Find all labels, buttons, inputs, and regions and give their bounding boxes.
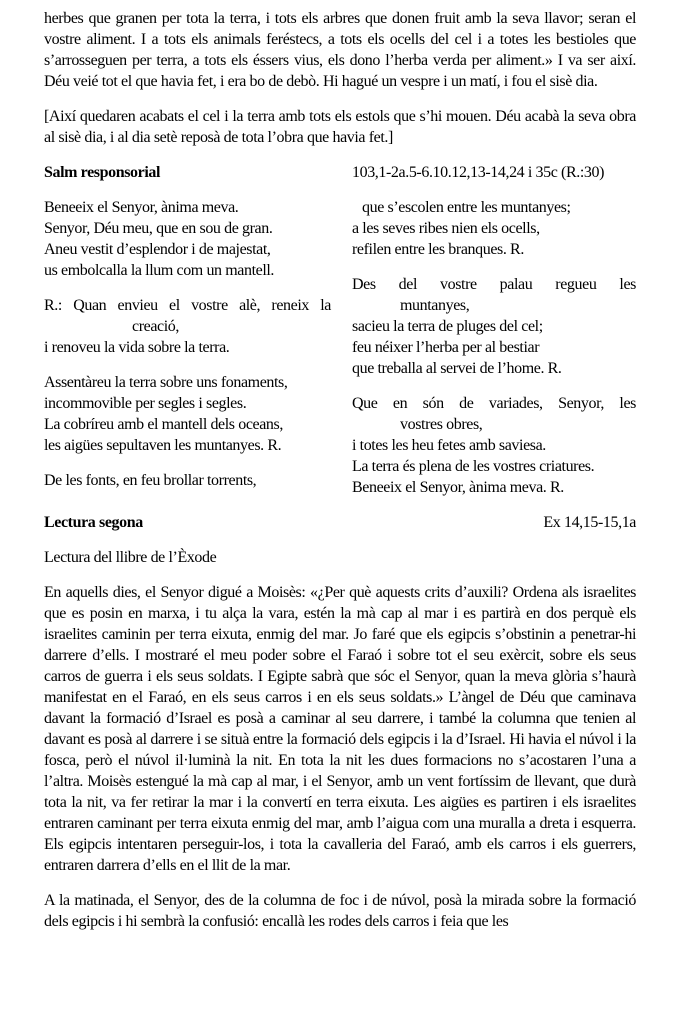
- psalm-verse-line: us embolcalla la llum com un mantell.: [44, 262, 275, 279]
- first-reading-bracketed-note: [Així quedaren acabats el cel i la terra amb tots els estols que s’hi mouen. Déu acabà la seva obra al sisè dia, i al dia setè reposà de tota l’obra que havia fet.]: [44, 108, 636, 146]
- psalm-verse-line: les aigües sepultaven les muntanyes. R.: [44, 437, 282, 454]
- psalm-reference: 103,1-2a.5-6.10.12,13-14,24 i 35c (R.:30): [352, 164, 605, 181]
- psalm-heading-row: [44, 162, 636, 183]
- second-reading-title: Lectura segona: [44, 514, 143, 531]
- psalm-verse-line: Beneeix el Senyor, ànima meva.: [44, 199, 239, 216]
- psalm-verse-line: Des del vostre palau regueu les: [352, 276, 636, 293]
- psalm-verse-line: incommovible per segles i segles.: [44, 395, 247, 412]
- first-reading-closing-paragraph: herbes que granen per tota la terra, i tots els arbres que donen fruit amb la seva llavor; seran el vostre aliment. I a tots els animals feréstecs, a tots els ocells del cel i a totes les bestioles que s’arrosseguen per terra, a tots els éssers vius, els dono l’herba verda per aliment.» I va ser així. Déu veié tot el que havia fet, i era bo de debò. Hi hagué un vespre i un matí, i fou el sisè dia.: [44, 10, 636, 90]
- psalm-verse-line: que s’escolen entre les muntanyes;: [362, 199, 571, 216]
- psalm-verse-line: sacieu la terra de pluges del cel;: [352, 318, 543, 335]
- psalm-title: Salm responsorial: [44, 164, 161, 181]
- second-reading-body-paragraph: En aquells dies, el Senyor digué a Moisès: «¿Per què aquests crits d’auxili? Ordena als israelites que es posin en marxa, i tu alça la vara, estén la mà cap al mar i es partirà en dos perquè els israelites caminin per terra eixuta, enmig del mar. Jo faré que els egipcis s’obstinin a penetrar-hi darrere d’ells. I mostraré el meu poder sobre el Faraó i sobre tot el seu exèrcit, sobre els seus carros de guerra i els seus soldats. I Egipte sabrà que sóc el Senyor, quan la meva glòria s’haurà manifestat en el Faraó, en els seus carros i en els seus soldats.» L’àngel de Déu que caminava davant la formació d’Israel es posà a caminar al seu darrere, i també la columna que tenien al davant es posà al darrere i se situà entre la formació dels egipcis i la d’Israel. Hi havia el núvol i la fosca, però el núvol il·luminà la nit. En tota la nit les dues formacions no s’acostaren l’una a l’altra. Moisès estengué la mà cap al mar, i el Senyor, amb un vent fortíssim de llevant, que durà tota la nit, va fer retirar la mar i la convertí en terra eixuta. Les aigües es partiren i els israelites entraren caminant per terra eixuta enmig del mar, amb l’aigua com una muralla a dreta i esquerra. Els egipcis intentaren perseguir-los, i tota la cavalleria del Faraó, amb els carros i els guerrers, entraren darrera d’ells en el llit de la mar.: [44, 584, 636, 874]
- psalm-verse-line: Que en són de variades, Senyor, les: [352, 395, 636, 412]
- psalm-verse-line: La cobríreu amb el mantell dels oceans,: [44, 416, 283, 433]
- psalm-stanza: [352, 197, 636, 260]
- psalm-verse-line: Aneu vestit d’esplendor i de majestat,: [44, 241, 271, 258]
- psalm-verse-line: De les fonts, en feu brollar torrents,: [44, 472, 257, 489]
- second-reading-closing-paragraph: A la matinada, el Senyor, des de la columna de foc i de núvol, posà la mirada sobre la formació dels egipcis i hi sembrà la confusió: encallà les rodes dels carros i feia que les: [44, 892, 636, 930]
- psalm-verse-line: Assentàreu la terra sobre uns fonaments,: [44, 374, 288, 391]
- psalm-verse-line: feu néixer l’herba per al bestiar: [352, 339, 540, 356]
- psalm-stanza: [44, 470, 331, 491]
- psalm-verse-line: creació,: [132, 318, 179, 335]
- psalm-verse-line: R.: Quan envieu el vostre alè, reneix la: [44, 297, 331, 314]
- psalm-stanza: [44, 372, 331, 456]
- psalm-left-column: [44, 197, 331, 498]
- psalm-verse-line: vostres obres,: [400, 416, 483, 433]
- second-reading-source-line: Lectura del llibre de l’Èxode: [44, 549, 217, 566]
- psalm-stanza: [44, 295, 331, 358]
- psalm-verse-line: La terra és plena de les vostres criatures.: [352, 458, 595, 475]
- psalm-stanza: [352, 393, 636, 498]
- psalm-verse-line: Beneeix el Senyor, ànima meva. R.: [352, 479, 564, 496]
- psalm-verse-line: refilen entre les branques. R.: [352, 241, 524, 258]
- psalm-right-column: [352, 197, 636, 498]
- psalm-stanza: [44, 197, 331, 281]
- psalm-stanza: [352, 274, 636, 379]
- psalm-verse-line: que treballa al servei de l’home. R.: [352, 360, 562, 377]
- second-reading-heading-row: [44, 512, 636, 533]
- psalm-verse-line: i totes les heu fetes amb saviesa.: [352, 437, 546, 454]
- psalm-columns: [44, 197, 636, 498]
- psalm-verse-line: Senyor, Déu meu, que en sou de gran.: [44, 220, 273, 237]
- second-reading-reference: Ex 14,15-15,1a: [543, 514, 636, 531]
- psalm-verse-line: a les seves ribes nien els ocells,: [352, 220, 540, 237]
- psalm-verse-line: muntanyes,: [400, 297, 470, 314]
- psalm-verse-line: i renoveu la vida sobre la terra.: [44, 339, 230, 356]
